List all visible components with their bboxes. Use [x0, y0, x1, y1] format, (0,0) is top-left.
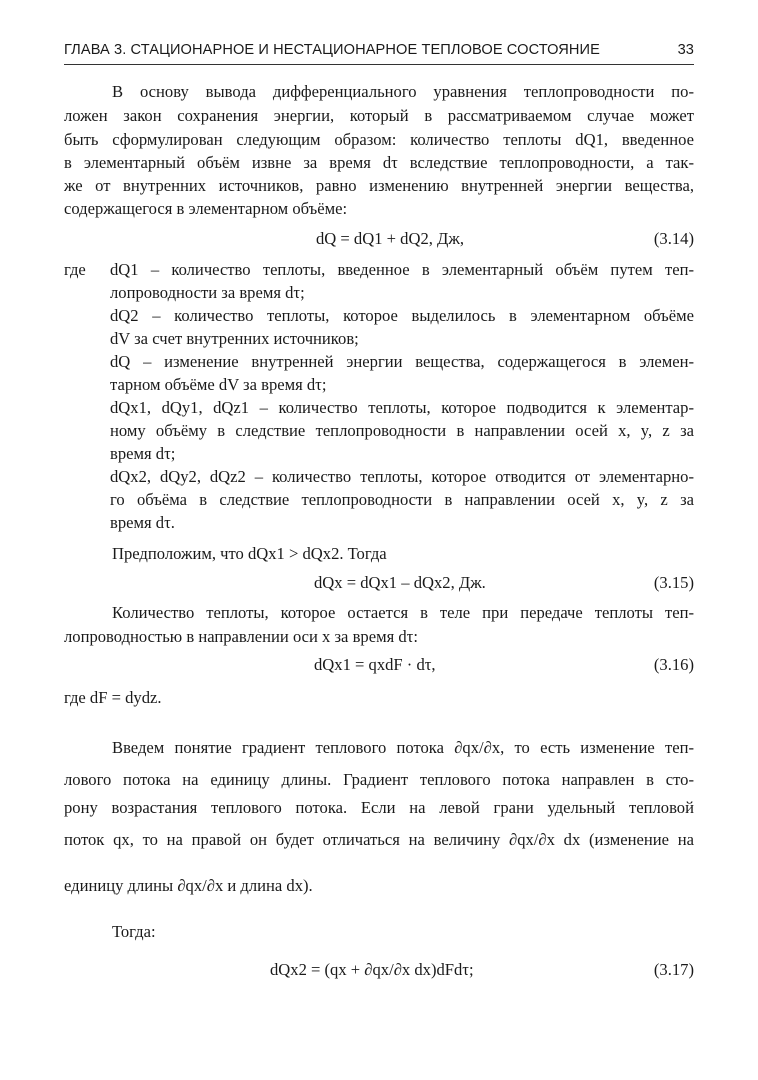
definition-line: dQx2, dQy2, dQz2 – количество теплоты, которое отводится от элементарно-: [110, 467, 694, 486]
equation-number: (3.16): [653, 655, 694, 674]
equation-number: (3.15): [653, 573, 694, 592]
definition-line: время dτ.: [110, 513, 175, 532]
para1-line: В основу вывода дифференциального уравнения теплопроводности по-: [112, 82, 694, 101]
running-header: [64, 38, 694, 62]
equation-3-16: dQx1 = qxdF · dτ,: [314, 655, 436, 674]
definition-line: лопроводности за время dτ;: [110, 283, 305, 302]
then-line: Тогда:: [112, 922, 156, 941]
equation-number: (3.14): [653, 229, 694, 248]
where-df-line: где dF = dydz.: [64, 688, 162, 707]
para1-line: ложен закон сохранения энергии, который в рассматриваемом случае может: [64, 106, 694, 125]
where-label: где: [64, 260, 86, 279]
equation-3-15: dQx = dQx1 – dQx2, Дж.: [314, 573, 486, 592]
definition-line: dQ2 – количество теплоты, которое выделилось в элементарном объёме: [110, 306, 694, 325]
definition-line: dQx1, dQy1, dQz1 – количество теплоты, которое подводится к элементар-: [110, 398, 694, 417]
para3-line: поток qx, то на правой он будет отличаться на величину ∂qx/∂x dx (изменение на: [64, 830, 694, 849]
suppose-line: Предположим, что dQx1 > dQx2. Тогда: [112, 544, 387, 563]
para1-line: быть сформулирован следующим образом: количество теплоты dQ1, введенное: [64, 130, 694, 149]
para3-line: Введем понятие градиент теплового потока ∂qx/∂x, то есть изменение теп-: [112, 738, 694, 757]
para3-line: единицу длины ∂qx/∂x и длина dx).: [64, 876, 313, 895]
equation-number: (3.17): [653, 960, 694, 979]
para1-line: содержащегося в элементарном объёме:: [64, 199, 348, 218]
para3-line: лового потока на единицу длины. Градиент теплового потока направлен в сто-: [64, 770, 694, 789]
para3-line: рону возрастания теплового потока. Если на левой грани удельный тепловой: [64, 798, 694, 817]
definition-line: время dτ;: [110, 444, 176, 463]
definition-line: dQ1 – количество теплоты, введенное в элементарный объём путем теп-: [110, 260, 694, 279]
equation-3-14: dQ = dQ1 + dQ2, Дж,: [316, 229, 464, 248]
definition-line: ному объёму в следствие теплопроводности в направлении осей x, y, z за: [110, 421, 694, 440]
definition-line: dV за счет внутренних источников;: [110, 329, 359, 348]
definition-line: го объёма в следствие теплопроводности в направлении осей x, y, z за: [110, 490, 694, 509]
para2-line: лопроводностью в направлении оси x за время dτ:: [64, 627, 418, 646]
page-number: 33: [677, 42, 694, 58]
para2-line: Количество теплоты, которое остается в теле при передаче теплоты теп-: [112, 603, 694, 622]
header-rule: [64, 64, 694, 65]
chapter-title: ГЛАВА 3. СТАЦИОНАРНОЕ И НЕСТАЦИОНАРНОЕ ТЕПЛОВОЕ СОСТОЯНИЕ: [64, 42, 600, 58]
equation-3-17: dQx2 = (qx + ∂qx/∂x dx)dFdτ;: [270, 960, 474, 979]
definition-line: тарном объёме dV за время dτ;: [110, 375, 327, 394]
para1-line: в элементарный объём извне за время dτ вследствие теплопроводности, а так-: [64, 153, 694, 172]
para1-line: же от внутренних источников, равно изменению внутренней энергии вещества,: [64, 176, 694, 195]
definition-line: dQ – изменение внутренней энергии вещества, содержащегося в элемен-: [110, 352, 694, 371]
